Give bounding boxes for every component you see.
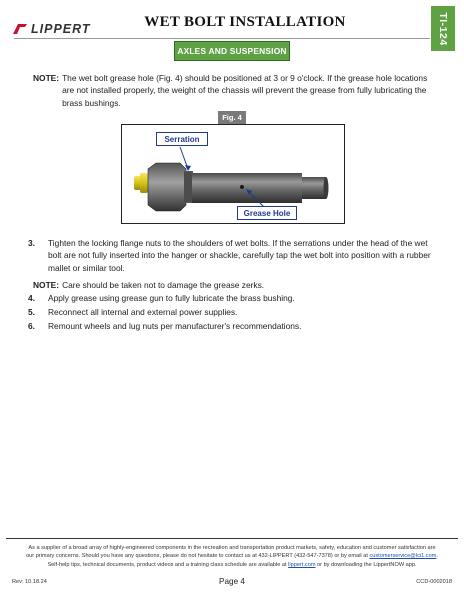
note-text: Care should be taken not to damage the grease zerks.: [62, 280, 265, 290]
callout-serration: Serration: [156, 132, 208, 146]
footer-line-1: As a supplier of a broad array of highly-engineered components in the recreation and transportation product markets, safety, education and customer satisfaction are: [28, 545, 436, 551]
list-item: [28, 237, 440, 274]
revision-date: Rev: 10.18.24: [12, 579, 47, 585]
page-number: Page 4: [219, 577, 245, 586]
document-code: TI-124: [437, 11, 449, 46]
list-item: [28, 306, 440, 318]
note-label: NOTE:: [33, 280, 60, 290]
step-text: Reconnect all internal and external power supplies.: [48, 307, 238, 317]
step-text: Tighten the locking flange nuts to the shoulders of wet bolts. If the serrations under the head of the wet bolt are not fully inserted into the hanger or shackle, carefully tap the wet bolt into position with a rubber mallet or similar tool.: [48, 238, 431, 273]
step-number: 3.: [28, 238, 35, 248]
website-link[interactable]: lippert.com: [288, 561, 316, 568]
figure-label: Fig. 4: [218, 111, 246, 124]
note-label: NOTE:: [33, 73, 60, 83]
step-text: Apply grease using grease gun to fully lubricate the brass bushing.: [48, 293, 295, 303]
footer-line-3-end: or by downloading the LippertNOW app.: [315, 561, 417, 568]
page-title: WET BOLT INSTALLATION: [144, 14, 346, 30]
list-item: [28, 320, 440, 332]
note-grease-zerks: [33, 279, 433, 291]
footer-line-2: [12, 552, 452, 560]
step-number: 4.: [28, 293, 35, 303]
header-divider: [14, 38, 430, 39]
logo-text: LIPPERT: [31, 22, 91, 36]
callout-grease-hole: Grease Hole: [237, 206, 297, 220]
step-text: Remount wheels and lug nuts per manufacturer's recommendations.: [48, 321, 302, 331]
figure-4: [121, 124, 345, 224]
email-link[interactable]: customerservice@lci1.com: [369, 553, 437, 560]
footer-divider: [6, 538, 458, 539]
footer-line-2-end: .: [436, 553, 438, 560]
step-number: 5.: [28, 307, 35, 317]
note-text: The wet bolt grease hole (Fig. 4) should be positioned at 3 or 9 o'clock. If the grease hole locations are not installed properly, the weight of the chassis will prevent the grease from fully lubricating the brass bushings.: [62, 73, 428, 108]
list-item: [28, 292, 440, 304]
lippert-logo: [12, 19, 104, 39]
section-badge-label: AXLES AND SUSPENSION: [177, 46, 287, 56]
footer-line-2-text: our primary concerns. Should you have any questions, please do not hesitate to contact us at 432-LIPPERT (432-547-7378) or by email at: [26, 553, 370, 560]
section-badge: [174, 41, 290, 61]
lippert-logo-icon: [12, 23, 28, 35]
note-grease-hole: [33, 72, 441, 109]
document-code-tab: [431, 6, 455, 51]
step-number: 6.: [28, 321, 35, 331]
footer-line-3-text: Self-help tips, technical documents, product videos and a training class schedule are available at: [47, 561, 289, 568]
document-id: CCD-0002018: [416, 579, 452, 585]
footer-line-3: [12, 561, 452, 569]
footer-disclaimer: [12, 544, 452, 569]
